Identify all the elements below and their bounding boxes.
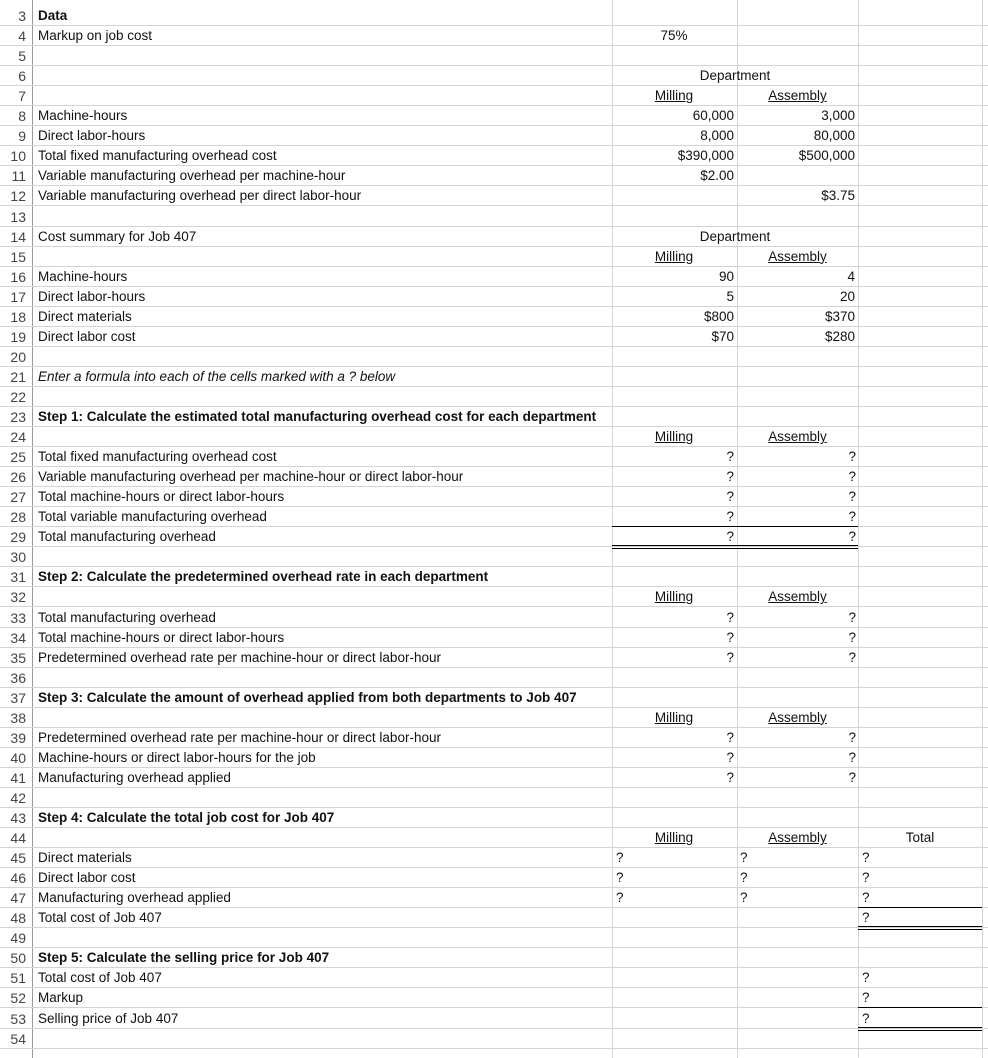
milling-value[interactable]: 8,000 — [700, 128, 734, 144]
formula-cell[interactable]: ? — [848, 449, 856, 465]
row-number: 21 — [10, 368, 26, 385]
step5-title[interactable]: Step 5: Calculate the selling price for Job 407 — [38, 950, 330, 966]
assembly-header[interactable]: Assembly — [768, 589, 827, 605]
sheet-row — [0, 6, 988, 26]
formula-cell[interactable]: ? — [740, 870, 748, 886]
formula-cell[interactable]: ? — [862, 910, 870, 926]
row-label[interactable]: Direct labor-hours — [38, 288, 146, 304]
milling-header[interactable]: Milling — [654, 248, 694, 264]
row-number: 19 — [10, 328, 26, 345]
milling-value[interactable]: $70 — [711, 328, 734, 344]
row-label[interactable]: Total machine-hours or direct labor-hours — [38, 629, 285, 645]
milling-value[interactable]: 5 — [726, 288, 734, 304]
milling-value[interactable] — [612, 186, 734, 206]
assembly-header[interactable]: Assembly — [768, 429, 827, 445]
cell-border — [612, 526, 858, 527]
row-number: 34 — [10, 629, 26, 646]
formula-cell[interactable]: ? — [616, 870, 624, 886]
sheet-row — [0, 868, 988, 888]
formula-cell[interactable]: ? — [616, 850, 624, 866]
milling-value[interactable]: $800 — [703, 308, 734, 324]
formula-cell[interactable]: ? — [848, 769, 856, 785]
row-number: 26 — [10, 469, 26, 486]
row-number: 53 — [10, 1010, 26, 1027]
row-number: 44 — [10, 830, 26, 847]
sheet-row — [0, 928, 988, 948]
formula-cell[interactable]: ? — [862, 1010, 870, 1026]
formula-cell[interactable]: ? — [848, 649, 856, 665]
assembly-header[interactable]: Assembly — [768, 88, 827, 104]
row-number: 35 — [10, 649, 26, 666]
formula-cell[interactable]: ? — [726, 609, 734, 625]
row-number: 33 — [10, 609, 26, 626]
formula-cell[interactable]: ? — [848, 509, 856, 525]
formula-cell[interactable]: ? — [848, 489, 856, 505]
row-number: 7 — [18, 88, 26, 105]
row-number: 13 — [10, 208, 26, 225]
row-number: 47 — [10, 890, 26, 907]
milling-header[interactable]: Milling — [654, 830, 694, 846]
cell-border — [858, 926, 982, 930]
row-label[interactable]: Variable manufacturing overhead per machine-hour — [38, 168, 346, 184]
row-number: 36 — [10, 669, 26, 686]
assembly-header[interactable]: Assembly — [768, 830, 827, 846]
sheet-row — [0, 207, 988, 227]
sheet-row — [0, 848, 988, 868]
row-label[interactable]: Total cost of Job 407 — [38, 970, 162, 986]
formula-cell[interactable]: ? — [740, 890, 748, 906]
instruction-text[interactable]: Enter a formula into each of the cells marked with a ? below — [38, 368, 396, 384]
formula-cell[interactable]: ? — [726, 769, 734, 785]
milling-value[interactable]: 60,000 — [692, 108, 734, 124]
formula-cell[interactable]: ? — [862, 870, 870, 886]
formula-cell[interactable]: ? — [726, 449, 734, 465]
formula-cell[interactable]: ? — [726, 509, 734, 525]
row-number: 28 — [10, 509, 26, 526]
row-number: 12 — [10, 188, 26, 205]
row-number: 40 — [10, 749, 26, 766]
sheet-row — [0, 387, 988, 407]
row-label[interactable]: Total fixed manufacturing overhead cost — [38, 148, 277, 164]
formula-cell[interactable]: ? — [848, 629, 856, 645]
row-label[interactable]: Direct labor cost — [38, 328, 136, 344]
row-number: 8 — [18, 108, 26, 125]
row-label[interactable]: Variable manufacturing overhead per direct labor-hour — [38, 188, 362, 204]
markup-label[interactable]: Markup on job cost — [38, 28, 153, 44]
formula-cell[interactable]: ? — [726, 649, 734, 665]
row-number: 30 — [10, 549, 26, 566]
row-number: 27 — [10, 489, 26, 506]
sheet-row — [0, 988, 988, 1008]
row-number: 41 — [10, 769, 26, 786]
row-label[interactable]: Total cost of Job 407 — [38, 910, 162, 926]
row-number: 37 — [10, 689, 26, 706]
row-number: 15 — [10, 248, 26, 265]
row-number: 20 — [10, 348, 26, 365]
assembly-value[interactable]: 20 — [839, 288, 855, 304]
markup-value[interactable]: 75% — [660, 28, 688, 44]
row-label[interactable]: Machine-hours — [38, 268, 128, 284]
assembly-value[interactable]: 3,000 — [821, 108, 855, 124]
row-number: 14 — [10, 228, 26, 245]
milling-value[interactable]: $2.00 — [700, 168, 734, 184]
row-label[interactable]: Direct labor cost — [38, 870, 136, 886]
sheet-row — [0, 547, 988, 567]
row-label[interactable]: Machine-hours or direct labor-hours for the job — [38, 749, 316, 765]
milling-value[interactable]: 90 — [718, 268, 734, 284]
row-number: 25 — [10, 449, 26, 466]
formula-cell[interactable]: ? — [726, 469, 734, 485]
data-header[interactable]: Data — [38, 8, 68, 23]
department-header[interactable]: Department — [699, 68, 771, 84]
row-number: 39 — [10, 729, 26, 746]
sheet-row — [0, 668, 988, 688]
row-label[interactable]: Total variable manufacturing overhead — [38, 509, 267, 525]
row-label[interactable]: Direct labor-hours — [38, 128, 146, 144]
step2-title[interactable]: Step 2: Calculate the predetermined overhead rate in each department — [38, 569, 489, 585]
row-number: 3 — [18, 8, 26, 24]
job-summary-header[interactable]: Cost summary for Job 407 — [38, 228, 197, 244]
row-number: 46 — [10, 870, 26, 887]
formula-cell[interactable]: ? — [848, 469, 856, 485]
cell-border — [858, 907, 982, 908]
assembly-header[interactable]: Assembly — [768, 248, 827, 264]
assembly-value[interactable]: 4 — [847, 268, 855, 284]
row-label[interactable]: Manufacturing overhead applied — [38, 890, 231, 906]
cell-border — [858, 1027, 982, 1031]
row-number: 17 — [10, 288, 26, 305]
formula-cell[interactable]: ? — [848, 609, 856, 625]
formula-cell[interactable]: ? — [848, 529, 856, 545]
row-label[interactable]: Machine-hours — [38, 108, 128, 124]
cell-border — [612, 545, 858, 549]
row-number: 45 — [10, 850, 26, 867]
row-number: 9 — [18, 128, 26, 145]
department-header[interactable]: Department — [699, 228, 771, 244]
row-number: 54 — [10, 1030, 26, 1047]
step4-title[interactable]: Step 4: Calculate the total job cost for Job 407 — [38, 810, 335, 825]
row-number: 38 — [10, 709, 26, 726]
row-number: 42 — [10, 789, 26, 806]
row-label[interactable]: Manufacturing overhead applied — [38, 769, 231, 785]
sheet-row — [0, 788, 988, 808]
formula-cell[interactable]: ? — [726, 749, 734, 765]
row-label[interactable]: Total fixed manufacturing overhead cost — [38, 449, 277, 465]
step1-title[interactable]: Step 1: Calculate the estimated total manufacturing overhead cost for each department — [38, 409, 597, 424]
row-number: 6 — [18, 68, 26, 85]
assembly-value[interactable] — [737, 166, 855, 186]
row-number: 52 — [10, 990, 26, 1007]
row-label[interactable]: Total machine-hours or direct labor-hours — [38, 489, 285, 505]
total-header[interactable]: Total — [905, 830, 935, 846]
formula-cell[interactable]: ? — [726, 529, 734, 545]
row-number: 48 — [10, 910, 26, 927]
row-label[interactable]: Predetermined overhead rate per machine-hour or direct labor-hour — [38, 649, 441, 665]
formula-cell[interactable]: ? — [740, 850, 748, 866]
formula-cell[interactable]: ? — [862, 970, 870, 986]
row-number: 49 — [10, 930, 26, 947]
row-number: 4 — [18, 28, 26, 45]
row-label[interactable]: Total manufacturing overhead — [38, 529, 216, 545]
row-number: 31 — [10, 569, 26, 586]
assembly-value[interactable]: 80,000 — [813, 128, 855, 144]
row-number: 16 — [10, 268, 26, 285]
milling-header[interactable]: Milling — [654, 429, 694, 445]
row-number: 29 — [10, 529, 26, 546]
assembly-value[interactable]: $3.75 — [821, 188, 855, 204]
row-number: 22 — [10, 388, 26, 405]
row-number: 50 — [10, 950, 26, 967]
milling-header[interactable]: Milling — [654, 589, 694, 605]
row-number: 23 — [10, 409, 26, 425]
row-label[interactable]: Total manufacturing overhead — [38, 609, 216, 625]
formula-cell[interactable]: ? — [616, 890, 624, 906]
formula-cell[interactable]: ? — [862, 850, 870, 866]
row-number: 51 — [10, 970, 26, 987]
formula-cell[interactable]: ? — [862, 990, 870, 1006]
row-label[interactable]: Selling price of Job 407 — [38, 1010, 179, 1026]
row-label[interactable]: Direct materials — [38, 850, 132, 866]
assembly-value[interactable]: $500,000 — [798, 148, 855, 164]
formula-cell[interactable]: ? — [862, 890, 870, 906]
formula-cell[interactable]: ? — [726, 629, 734, 645]
sheet-row — [0, 1029, 988, 1049]
row-number: 32 — [10, 589, 26, 606]
formula-cell[interactable]: ? — [726, 489, 734, 505]
row-number: 5 — [18, 48, 26, 65]
row-number: 24 — [10, 429, 26, 446]
row-label[interactable]: Variable manufacturing overhead per machine-hour or direct labor-hour — [38, 469, 464, 485]
row-label[interactable]: Predetermined overhead rate per machine-hour or direct labor-hour — [38, 729, 441, 745]
row-number: 11 — [11, 168, 26, 185]
step3-title[interactable]: Step 3: Calculate the amount of overhead applied from both departments to Job 407 — [38, 689, 577, 705]
formula-cell[interactable]: ? — [726, 729, 734, 745]
sheet-row — [0, 46, 988, 66]
milling-header[interactable]: Milling — [654, 88, 694, 104]
row-number: 10 — [10, 148, 26, 165]
formula-cell[interactable]: ? — [848, 729, 856, 745]
assembly-value[interactable]: $370 — [824, 308, 855, 324]
row-label[interactable]: Markup — [38, 990, 84, 1006]
assembly-value[interactable]: $280 — [824, 328, 855, 344]
cell-border — [858, 1007, 982, 1008]
milling-value[interactable]: $390,000 — [677, 148, 734, 164]
row-label[interactable]: Direct materials — [38, 308, 132, 324]
milling-header[interactable]: Milling — [654, 709, 694, 725]
sheet-row — [0, 347, 988, 367]
formula-cell[interactable]: ? — [848, 749, 856, 765]
assembly-header[interactable]: Assembly — [768, 709, 827, 725]
row-number: 43 — [10, 810, 26, 826]
row-number: 18 — [10, 308, 26, 325]
